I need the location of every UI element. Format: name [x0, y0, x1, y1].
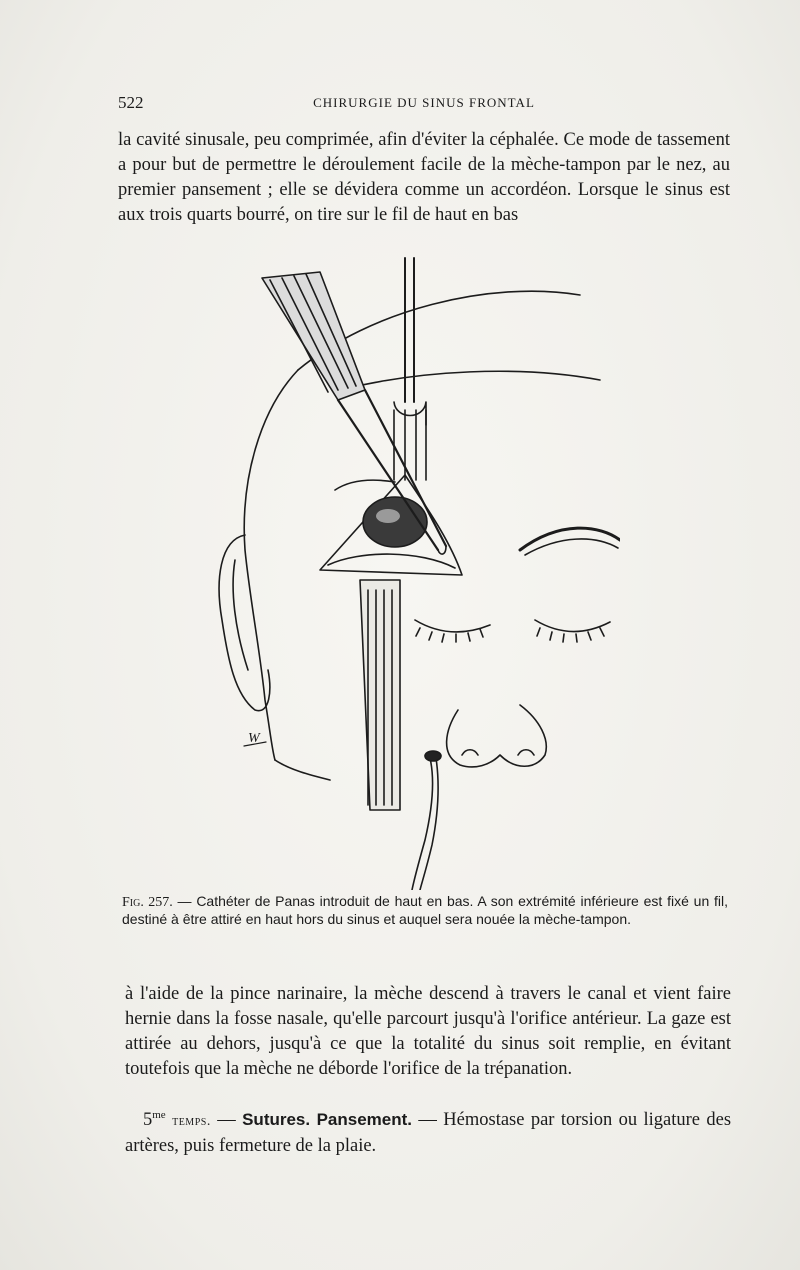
paragraph-step-5: [125, 1103, 731, 1159]
retractor-instrument: [394, 258, 426, 480]
figure-caption: [122, 893, 728, 927]
step-separator-2: —: [412, 1110, 444, 1131]
head-contour: [244, 370, 298, 760]
page-number: 522: [118, 93, 144, 112]
step-number-suffix: me: [152, 1109, 166, 1121]
nose: [447, 705, 547, 767]
step-number: 5: [143, 1110, 153, 1131]
gauze-strip: [360, 580, 400, 810]
step-label: temps.: [172, 1114, 211, 1130]
step-text: Hémostase par torsion ou ligature des artères, puis fermeture de la plaie.: [125, 1110, 732, 1157]
artist-signature: W: [248, 731, 260, 746]
knot: [425, 751, 441, 761]
surgical-illustration: [200, 250, 620, 890]
left-closed-eye: [415, 620, 490, 632]
ear: [219, 535, 270, 711]
page-header: [118, 93, 730, 117]
step-separator-1: —: [210, 1110, 243, 1131]
right-closed-eye: [535, 620, 610, 632]
thread: [412, 758, 432, 890]
figure-caption-text: — Cathéter de Panas introduit de haut en bas. A son extrémité inférieure est fixé un fil, destiné à être attiré en haut hors du sinus et auquel sera nouée la mèche-tampon.: [122, 893, 729, 927]
paragraph-bottom: à l'aide de la pince narinaire, la mèche descend à travers le canal et vient faire hernie dans la fosse nasale, qu'elle parcourt jusqu'à l'orifice antérieur. La gaze est attirée au dehors, jusqu'à ce que la totalité du sinus soit remplie, en évitant toutefois que la mèche ne déborde l'orifice de la trépanation.: [125, 984, 731, 1079]
sinus-mass: [363, 497, 427, 547]
step-title: Sutures. Pansement.: [242, 1110, 413, 1130]
running-title: CHIRURGIE DU SINUS FRONTAL: [313, 95, 535, 110]
paragraph-top: la cavité sinusale, peu comprimée, afin d'éviter la céphalée. Ce mode de tassement a pour but de permettre le déroulement facile de la mèche-tampon par le nez, au premier pansement ; elle se dévidera comme un accordéon. Lorsque le sinus est aux trois quarts bourré, on tire sur le fil de haut en bas: [118, 130, 730, 225]
figure-label: Fig. 257.: [122, 895, 173, 910]
brow-ridge-line: [340, 371, 600, 390]
